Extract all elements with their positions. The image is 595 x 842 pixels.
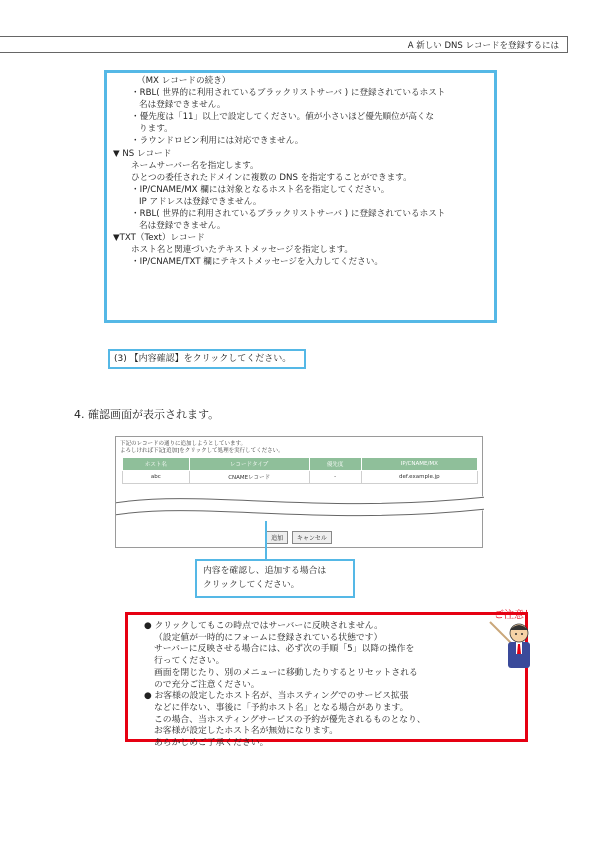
note-line: ・IP/CNAME/TXT 欄にテキストメッセージを入力してください。 [131, 257, 383, 268]
ns-record-heading: ▼ NS レコード [113, 148, 172, 159]
note-line: 名は登録できません。 [139, 100, 226, 111]
header-title: A 新しい DNS レコードを登録するには [407, 41, 559, 51]
table-header-row [123, 458, 478, 471]
note-line: ホスト名と関連づいたテキストメッセージを指定します。 [131, 245, 353, 256]
dns-record-notes-box [104, 70, 497, 323]
add-button[interactable]: 追加 [266, 531, 288, 544]
confirm-message-line1: 下記のレコードの通りに追加しようとしています。 [120, 441, 247, 447]
notice-line: あらかじめご了承ください。 [154, 738, 269, 749]
note-line: ・IP/CNAME/MX 欄には対象となるホスト名を指定してください。 [131, 184, 390, 195]
button-row [116, 531, 482, 544]
note-line: ・RBL( 世界的に利用されているブラックリストサーバ ) に登録されているホスト [131, 209, 446, 220]
notice-line: 行ってください。 [154, 656, 225, 667]
notice-line: サーバーに反映させる場合には、必ず次の手順「5」以降の操作を [154, 644, 415, 655]
notice-line: ので充分ご注意ください。 [154, 679, 260, 690]
record-table [122, 457, 478, 484]
confirm-message-line2: よろしければ下記[追加]をクリックして処理を実行してください。 [120, 448, 284, 454]
step3-instruction: (3) 【内容確認】をクリックしてください。 [108, 349, 306, 369]
cancel-button[interactable]: キャンセル [292, 531, 332, 544]
callout-connector [265, 521, 267, 559]
notice-line: などに伴ない、事後に「予約ホスト名」となる場合があります。 [154, 702, 409, 713]
cell-type: CNAMEレコード [189, 471, 309, 484]
add-button-callout [195, 559, 355, 598]
cut-wave-divider [116, 493, 484, 523]
notice-line: ● お客様の設定したホスト名が、当ホスティングでのサービス拡張 [144, 691, 409, 702]
notice-box [125, 612, 528, 749]
notice-line: （設定値が一時的にフォームに登録されている状態です） [154, 632, 383, 643]
page-header [0, 36, 568, 53]
note-line: 名は登録できません。 [139, 221, 226, 232]
callout-line1: 内容を確認し、追加する場合は [203, 566, 327, 576]
note-line: IP アドレスは登録できません。 [139, 196, 262, 207]
notice-line: ● クリックしてもこの時点ではサーバーに反映されません。 [144, 621, 383, 631]
txt-record-heading: ▼TXT（Text）レコード [113, 233, 205, 244]
note-line: ・優先度は「11」以上で設定してください。値が小さいほど優先順位が高くな [131, 112, 435, 123]
cell-priority: - [309, 471, 361, 484]
caution-figure [488, 606, 538, 676]
col-header: ホスト名 [123, 458, 190, 471]
notice-line: 画面を閉じたり、別のメニューに移動したりするとリセットされる [154, 667, 418, 678]
note-line: ・ラウンドロビン利用には対応できません。 [131, 136, 304, 147]
cell-value: def.example.jp [361, 471, 477, 484]
notice-line: お客様が設定したホスト名が無効になります。 [154, 726, 339, 737]
col-header: IP/CNAME/MX [361, 458, 477, 471]
confirmation-screenshot [115, 436, 483, 548]
col-header: 優先度 [309, 458, 361, 471]
table-row [123, 471, 478, 484]
callout-line2: クリックしてください。 [203, 580, 300, 590]
note-line: ります。 [139, 124, 173, 135]
cell-host: abc [123, 471, 190, 484]
notice-line: この場合、当ホスティングサービスの予約が優先されるものとなり、 [154, 714, 426, 725]
note-line: （MX レコードの続き） [137, 76, 231, 86]
confirm-message [120, 441, 284, 455]
note-line: ・RBL( 世界的に利用されているブラックリストサーバ ) に登録されているホスト [131, 88, 446, 99]
note-line: ネームサーバー名を指定します。 [131, 160, 259, 171]
note-line: ひとつの委任されたドメインに複数の DNS を指定することができます。 [131, 172, 412, 183]
caution-badge: ご注意！ [494, 610, 534, 621]
col-header: レコードタイプ [189, 458, 309, 471]
step4-heading: 4. 確認画面が表示されます。 [74, 408, 220, 421]
